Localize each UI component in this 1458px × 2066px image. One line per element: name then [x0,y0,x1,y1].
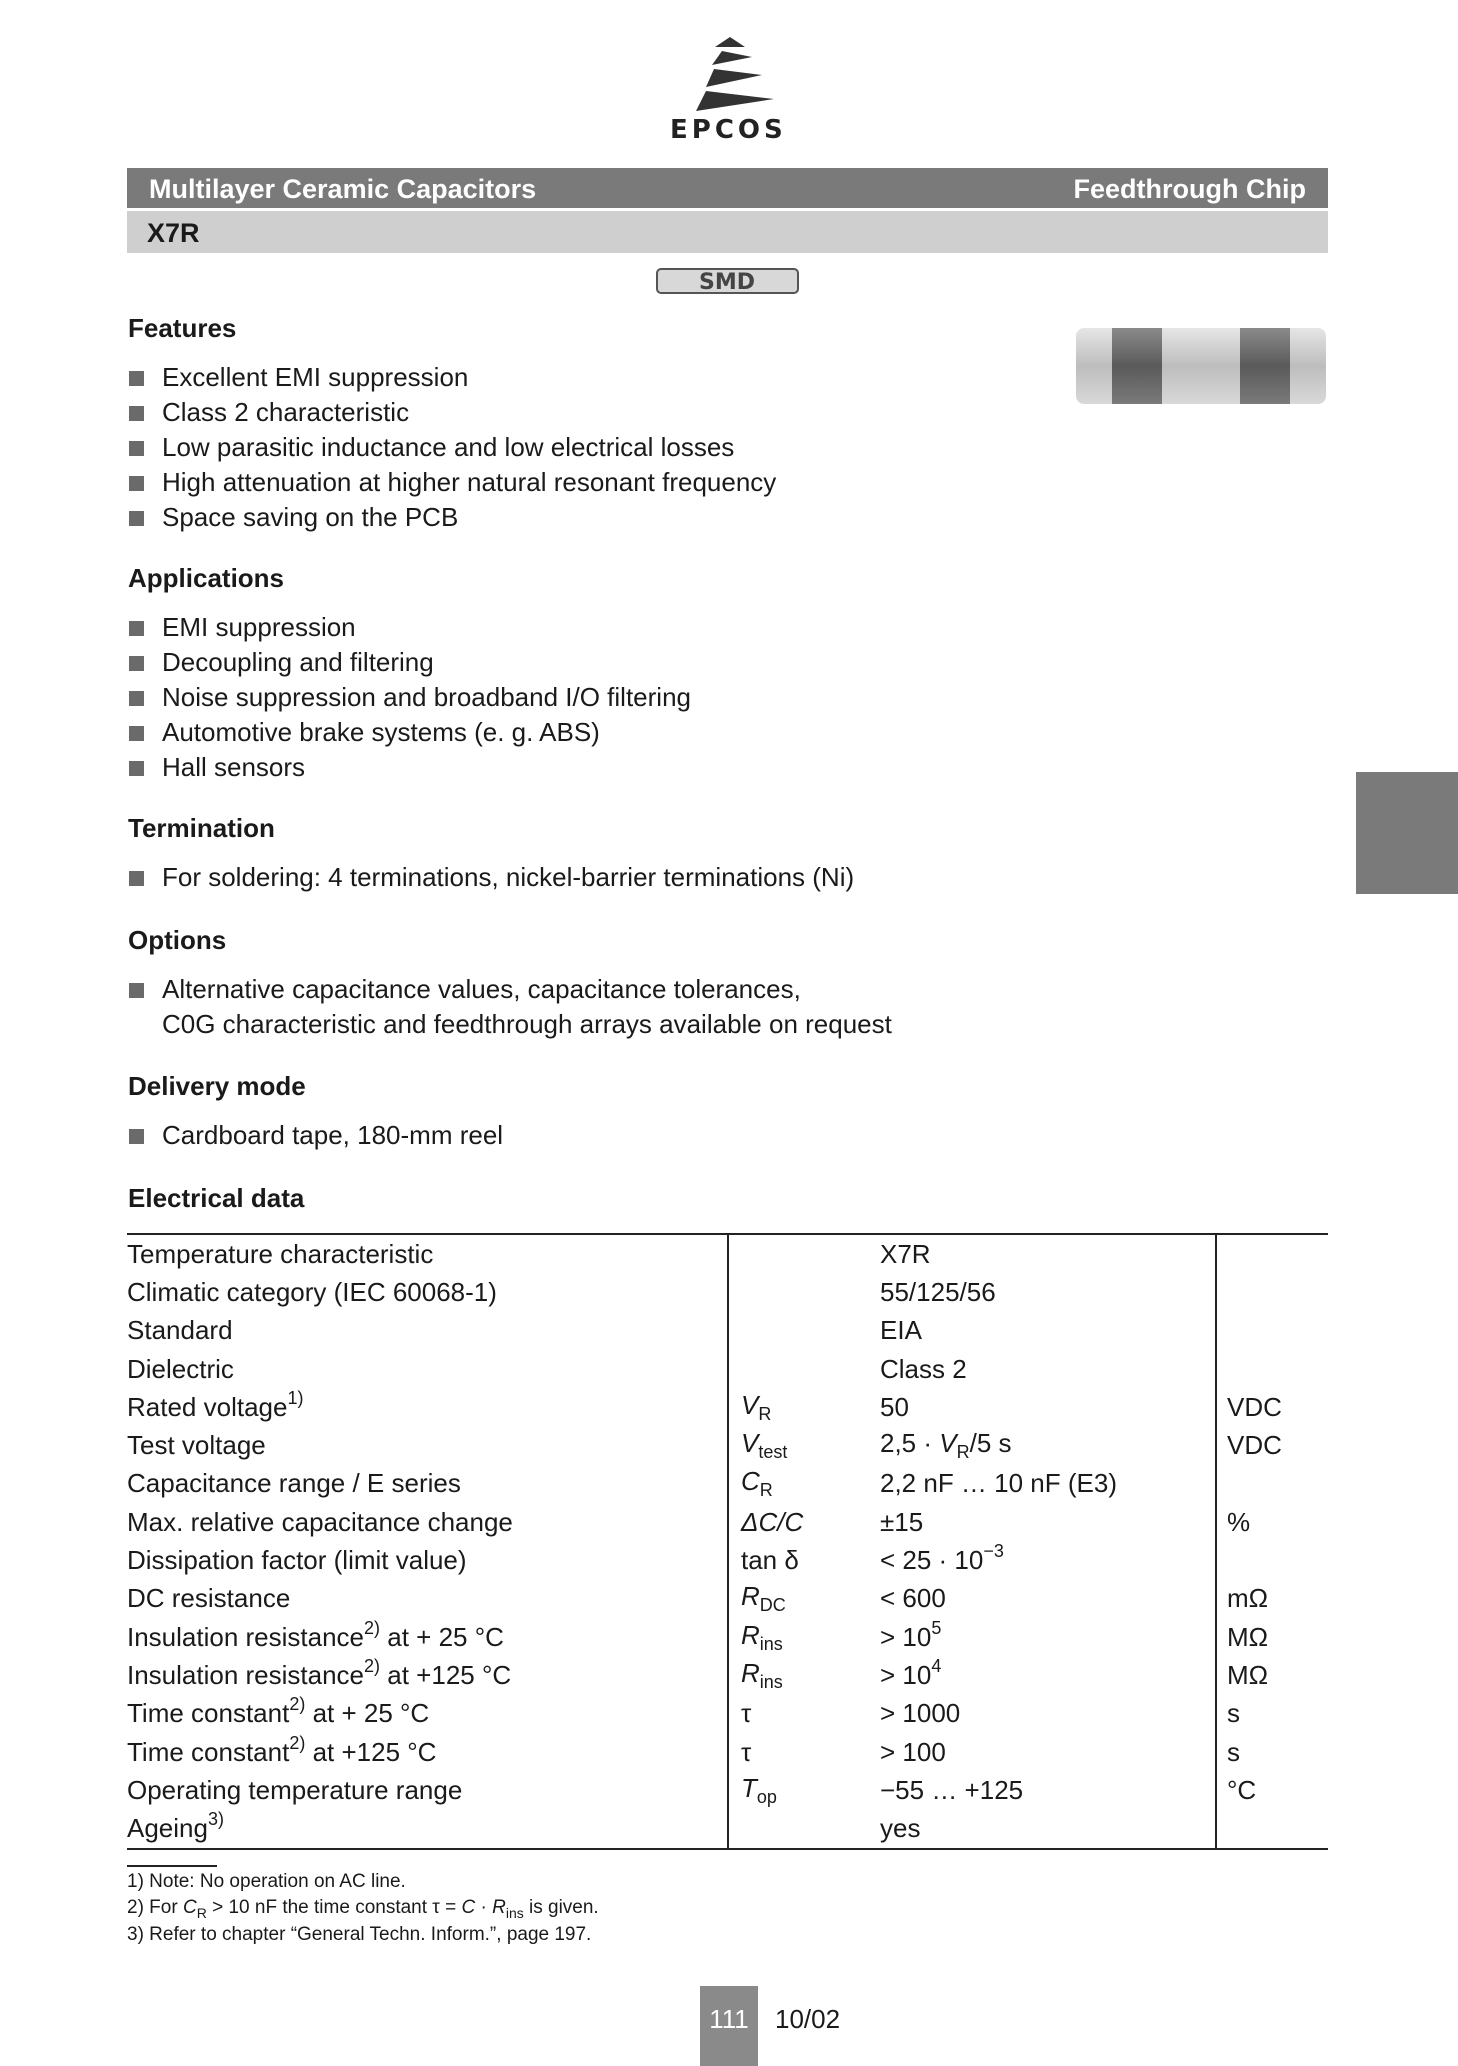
symbol-cell: $R_{DC}$ [728,1580,868,1618]
feedthrough-chip-icon [1072,322,1330,410]
bullet-square-icon [129,871,144,886]
page-number-box [700,1986,758,2066]
issue-date: 10/02 [775,2004,841,2034]
unit-cell: VDC [1216,1388,1328,1426]
param-cell: Insulation resistance$^{2)}$ at + 25 °C [127,1617,504,1652]
bullet-square-icon [129,511,144,526]
bullet-square-icon [129,726,144,741]
bullet-square-icon [129,656,144,671]
termination-list [127,860,854,895]
footnote-2: 2) For $C_R > 10$ nF the time constant $\tau = C \cdot R_{ins}$ is given. [127,1897,599,1921]
smd-badge-graphic [655,265,800,297]
epcos-logo [670,35,790,145]
symbol-cell: $R_{ins}$ [728,1618,868,1656]
table-row [127,1465,1328,1503]
unit-cell: MΩ [1216,1656,1328,1694]
value-cell: < 600 [880,1583,946,1614]
unit-cell: mΩ [1216,1580,1328,1618]
symbol-cell [728,1312,868,1350]
termination-heading: Termination [128,813,275,843]
options-list [127,972,892,1042]
table-row [127,1771,1328,1809]
list-item: For soldering: 4 terminations, nickel-barrier terminations (Ni) [127,860,854,895]
symbol-cell: τ [728,1695,868,1733]
list-item: Automotive brake systems (e. g. ABS) [127,715,691,750]
footnote-rule [127,1865,217,1867]
param-cell: Test voltage [127,1430,266,1461]
unit-cell: s [1216,1695,1328,1733]
chip-image [1072,322,1330,410]
list-item: Decoupling and filtering [127,645,691,680]
param-cell: Time constant$^{2)}$ at +125 °C [127,1732,437,1767]
bullet-square-icon [129,983,144,998]
unit-cell [1216,1809,1328,1848]
dielectric-class: X7R [147,218,200,248]
param-cell: Time constant$^{2)}$ at + 25 °C [127,1694,430,1729]
value-cell: −55 … +125 [880,1774,1024,1805]
table-row [127,1541,1328,1579]
table-row [127,1809,1328,1848]
table-row [127,1388,1328,1426]
symbol-cell: $V_{test}$ [728,1426,868,1464]
value-cell: > 1000 [880,1698,961,1729]
param-cell: Rated voltage$^{1)}$ [127,1387,304,1422]
symbol-cell: τ [728,1733,868,1771]
list-item: Excellent EMI suppression [127,360,776,395]
bullet-square-icon [129,761,144,776]
unit-cell: s [1216,1733,1328,1771]
table-row [127,1618,1328,1656]
footnote-3: 3) Refer to chapter “General Techn. Inform.”, page 197. [127,1924,592,1945]
unit-cell: °C [1216,1771,1328,1809]
list-item: Hall sensors [127,750,691,785]
table-row [127,1580,1328,1618]
param-cell: Temperature characteristic [127,1238,434,1269]
table-row [127,1656,1328,1694]
symbol-cell: tan δ [728,1541,868,1579]
bullet-square-icon [129,691,144,706]
title-bar [127,168,1328,208]
bullet-square-icon [129,621,144,636]
logo-wordmark: EPCOS [670,115,787,145]
symbol-cell: $T_{op}$ [728,1771,868,1809]
delivery-heading: Delivery mode [128,1071,306,1101]
product-type: Feedthrough Chip [1073,174,1306,204]
param-cell: Operating temperature range [127,1774,463,1805]
applications-list [127,610,691,785]
list-item: Low parasitic inductance and low electrical losses [127,430,776,465]
options-heading: Options [128,925,227,955]
footnote-1: 1) Note: No operation on AC line. [127,1871,406,1892]
value-cell: $2,5 \cdot V_R/5$ s [880,1428,1012,1463]
table-row [127,1426,1328,1464]
bullet-square-icon [129,1129,144,1144]
page-number: 111 [709,2004,749,2034]
features-heading: Features [128,313,237,343]
symbol-cell: $V_R$ [728,1388,868,1426]
table-row [127,1350,1328,1388]
table-row [127,1312,1328,1350]
section-tab-marker [1356,772,1458,894]
smd-badge [655,265,800,297]
list-item: Noise suppression and broadband I/O filtering [127,680,691,715]
value-cell: EIA [880,1315,922,1346]
value-cell: > $10^4$ [880,1655,942,1690]
value-cell: yes [880,1813,921,1844]
unit-cell [1216,1465,1328,1503]
unit-cell: VDC [1216,1426,1328,1464]
param-cell: Insulation resistance$^{2)}$ at +125 °C [127,1655,512,1690]
features-list [127,360,776,535]
list-item-continuation: C0G characteristic and feedthrough arrays available on request [162,1009,892,1039]
unit-cell: % [1216,1503,1328,1541]
param-cell: Standard [127,1315,233,1346]
param-cell: Climatic category (IEC 60068-1) [127,1276,497,1307]
bullet-square-icon [129,476,144,491]
table-row [127,1733,1328,1771]
list-item: Space saving on the PCB [127,500,776,535]
value-cell: X7R [880,1238,931,1269]
param-cell: Ageing$^{3)}$ [127,1809,224,1844]
symbol-cell [728,1809,868,1848]
smd-badge-text: SMD [699,270,755,295]
param-cell: Max. relative capacitance change [127,1506,513,1537]
list-item: High attenuation at higher natural resonant frequency [127,465,776,500]
symbol-cell [728,1350,868,1388]
list-item: Class 2 characteristic [127,395,776,430]
list-item: Cardboard tape, 180-mm reel [127,1118,503,1153]
value-cell: Class 2 [880,1353,967,1384]
list-item: Alternative capacitance values, capacitance tolerances, [127,972,892,1007]
applications-heading: Applications [128,563,285,593]
param-cell: Dissipation factor (limit value) [127,1545,467,1576]
table-row [127,1503,1328,1541]
symbol-cell: $C_R$ [728,1465,868,1503]
param-cell: Capacitance range / E series [127,1468,461,1499]
value-cell: > $10^5$ [880,1617,942,1652]
table-row [127,1273,1328,1311]
table-row [127,1695,1328,1733]
symbol-cell [728,1234,868,1273]
value-cell: > 100 [880,1736,946,1767]
table-row [127,1234,1328,1273]
unit-cell [1216,1541,1328,1579]
value-cell: ±15 [880,1506,924,1537]
bullet-square-icon [129,371,144,386]
bullet-square-icon [129,406,144,421]
unit-cell [1216,1234,1328,1273]
symbol-cell [728,1273,868,1311]
param-cell: Dielectric [127,1353,234,1384]
unit-cell [1216,1273,1328,1311]
value-cell: < $25 \cdot 10^{-3}$ [880,1541,1004,1576]
symbol-cell: $R_{ins}$ [728,1656,868,1694]
unit-cell: MΩ [1216,1618,1328,1656]
symbol-cell: ΔC/C [728,1503,868,1541]
subtitle-bar [127,211,1328,253]
electrical-heading: Electrical data [128,1183,305,1213]
list-item: EMI suppression [127,610,691,645]
value-cell: 50 [880,1391,909,1422]
unit-cell [1216,1350,1328,1388]
bullet-square-icon [129,441,144,456]
product-category: Multilayer Ceramic Capacitors [149,174,537,204]
value-cell: 2,2 nF … 10 nF (E3) [880,1468,1117,1499]
electrical-data-table [127,1233,1328,1850]
epcos-logo-icon [670,35,790,115]
value-cell: 55/125/56 [880,1276,996,1307]
param-cell: DC resistance [127,1583,291,1614]
unit-cell [1216,1312,1328,1350]
delivery-list [127,1118,503,1153]
